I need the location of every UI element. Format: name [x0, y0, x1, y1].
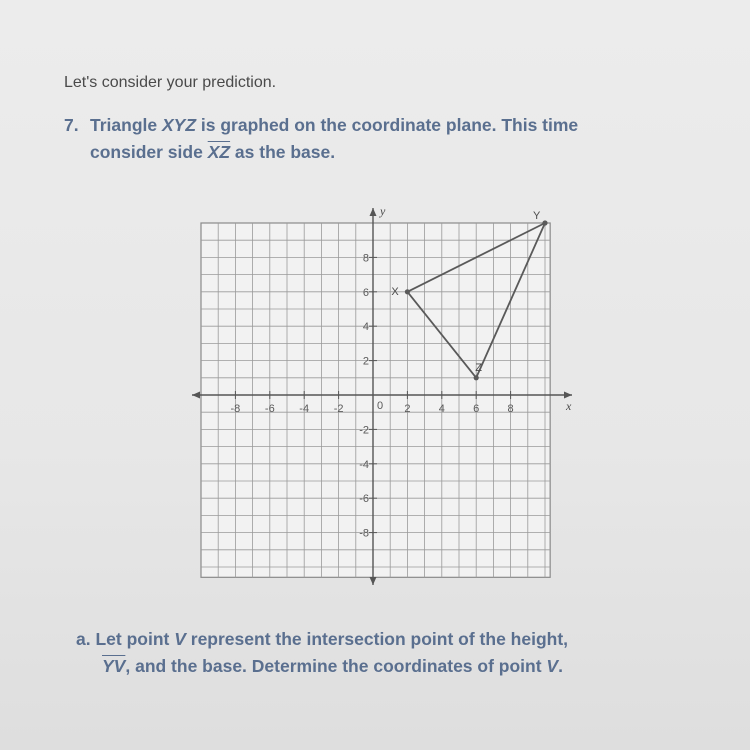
grid-lines: [201, 223, 550, 577]
x-axis-arrow-right: [564, 392, 572, 399]
y-tick-label: -2: [359, 424, 369, 437]
part-a-letter: a.: [76, 629, 91, 649]
x-tick-label: 8: [507, 403, 514, 415]
part-a-line1-pre: Let point: [95, 629, 175, 649]
vertex-label-x: X: [391, 285, 399, 298]
part-a: [76, 626, 716, 680]
origin-label: 0: [377, 400, 384, 412]
y-tick-label: -4: [359, 458, 369, 471]
x-axis-label: x: [566, 399, 572, 413]
y-tick-label: 4: [362, 321, 369, 334]
triangle-name: XYZ: [161, 115, 197, 135]
vertex-z: [474, 375, 479, 380]
part-a-line2-post: , and the base. Determine the coordinates of point: [125, 656, 547, 676]
y-tick-label: 2: [362, 355, 369, 368]
question-line1-pre: Triangle: [90, 115, 162, 135]
x-tick-label: 4: [438, 403, 445, 415]
x-tick-label: -6: [264, 403, 275, 415]
x-tick-label: 2: [404, 403, 411, 415]
grid-border: [201, 223, 550, 577]
x-tick-label: -2: [333, 403, 344, 415]
y-axis-arrow-down: [370, 577, 377, 585]
y-tick-label: -6: [359, 493, 369, 506]
y-tick-label: 6: [362, 286, 369, 299]
y-tick-label: -8: [359, 527, 369, 540]
vertex-label-y: Y: [533, 210, 541, 222]
base-side-name: $\overline{XZ}$: [207, 142, 231, 162]
height-segment-name: $\overline{YV}$: [102, 656, 126, 676]
question-line2-post: as the base.: [230, 142, 336, 162]
part-a-line1-post: represent the intersection point of the height,: [185, 629, 569, 649]
part-a-line2-end: .: [558, 656, 563, 676]
x-tick-label: 6: [473, 403, 480, 415]
y-axis-arrow-up: [370, 208, 377, 216]
question-line2-pre: consider side: [90, 142, 208, 162]
vertex-x: [405, 289, 410, 294]
point-v-name: V: [174, 629, 186, 649]
vertex-y: [542, 220, 547, 225]
intro-text: Let's consider your prediction.: [64, 74, 277, 91]
y-axis-label: y: [380, 204, 386, 218]
x-axis-arrow-left: [192, 392, 200, 399]
question-number: 7.: [64, 115, 79, 135]
question-line1-post: is graphed on the coordinate plane. This time: [196, 115, 579, 135]
x-tick-label: -8: [230, 403, 241, 415]
x-tick-label: -4: [299, 403, 310, 415]
point-v-name-2: V: [546, 656, 559, 676]
y-tick-label: 8: [362, 252, 369, 265]
vertex-label-z: Z: [475, 361, 482, 374]
